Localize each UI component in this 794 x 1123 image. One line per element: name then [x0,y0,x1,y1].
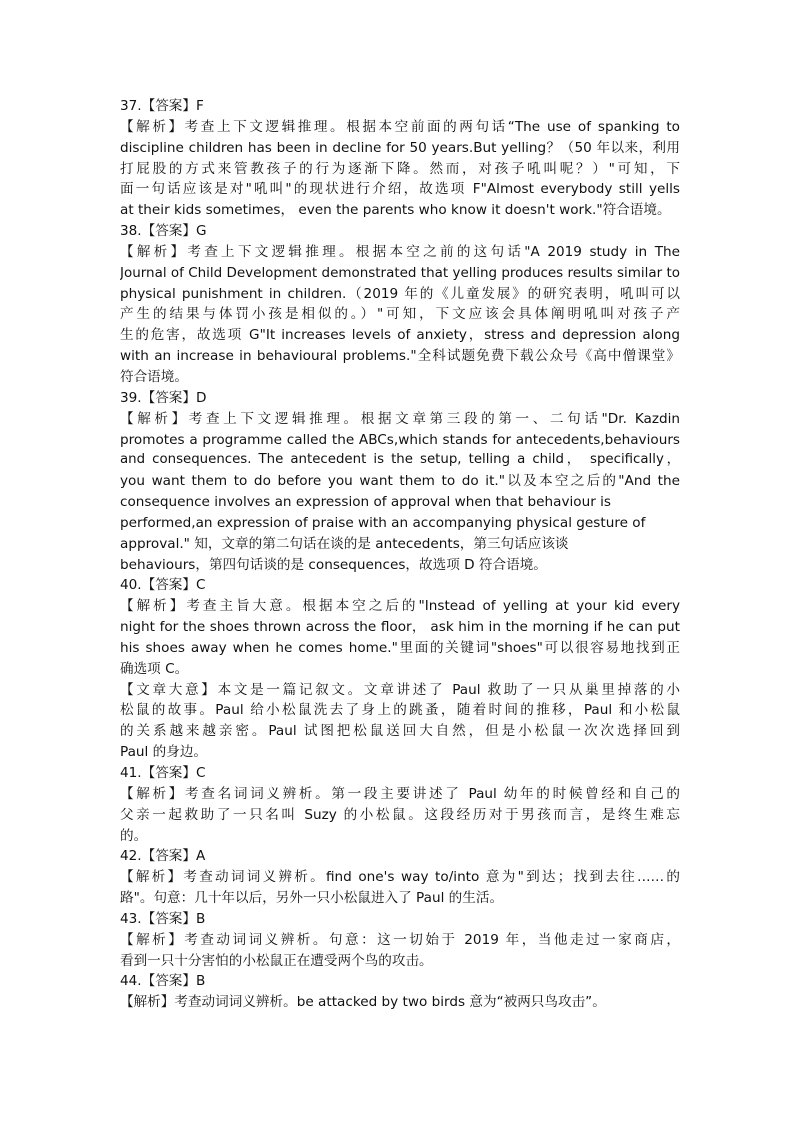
text-line: consequence involves an expression of approval when that behaviour is [120,494,612,511]
text-line: 【解析】考查动词词义辨析。be attacked by two birds 意为“被两只鸟攻击”。 [120,994,606,1011]
text-line: 【解析】考查上下文逻辑推理。根据文章第三段的第一、二句话"Dr. Kazdin [120,410,680,427]
text-line: 38.【答案】G [120,223,207,240]
text-line: 44.【答案】B [120,973,206,990]
text-line: 的。 [120,827,148,844]
text-line: 看到一只十分害怕的小松鼠正在遭受两个鸟的攻击。 [120,952,433,969]
text-line: 41.【答案】C [120,765,206,781]
answer-explanation-text [120,96,680,1013]
text-line: 【解析】考查名词词义辨析。第一段主要讲述了 Paul 幼年的时候曾经和自己的 [120,785,680,802]
text-line: his shoes away when he comes home."里面的关键词"shoes"可以很容易地找到正 [120,639,680,656]
text-line: 【解析】考查主旨大意。根据本空之后的"Instead of yelling at your kid every [120,598,680,615]
text-line: 【解析】考查动词词义辨析。句意：这一切始于 2019 年，当他走过一家商店， [120,931,680,948]
text-line: 【解析】考查上下文逻辑推理。根据本空之前的这句话"A 2019 study in The [120,243,680,260]
text-line: 39.【答案】D [120,389,207,406]
text-line: 40.【答案】C [120,577,206,594]
text-line: approval." 知，文章的第二句话在谈的是 antecedents，第三句话应该谈 [120,535,569,552]
text-line: 父亲一起救助了一只名叫 Suzy 的小松鼠。这段经历对于男孩而言，是终生难忘 [120,806,680,823]
text-line: 面一句话应该是对"吼叫"的现状进行介绍，故选项 F"Almost everybody still yells [120,181,680,198]
text-line: you want them to do before you want them to do it."以及本空之后的"And the [120,473,680,490]
document-page [120,96,680,1013]
text-line: 松鼠的故事。Paul 给小松鼠洗去了身上的跳蚤，随着时间的推移，Paul 和小松鼠 [120,702,680,719]
text-line: Journal of Child Development demonstrated that yelling produces results similar to [120,264,680,281]
text-line: night for the shoes thrown across the floor， ask him in the morning if he can put [120,619,680,636]
text-line: 路"。句意：几十年以后，另外一只小松鼠进入了 Paul 的生活。 [120,890,504,907]
text-line: discipline children has been in decline for 50 years.But yelling？（50 年以来，利用 [120,139,680,156]
text-line: Paul 的身边。 [120,744,208,761]
text-line: 43.【答案】B [120,910,206,927]
text-line: 符合语境。 [120,368,188,385]
text-line: at their kids sometimes， even the parents who know it doesn't work."符合语境。 [120,202,671,219]
text-line: 37.【答案】F [120,98,204,114]
text-line: promotes a programme called the ABCs,which stands for antecedents,behaviours [120,431,680,448]
text-line: and consequences. The antecedent is the setup, telling a child， specifically， [120,452,680,468]
text-line: behaviours，第四句话谈的是 consequences，故选项 D 符合语境。 [120,556,547,573]
text-line: 确选项 C。 [120,660,189,677]
text-line: 产生的结果与体罚小孩是相似的。）"可知，下文应该会具体阐明吼叫对孩子产 [120,306,680,323]
text-line: 打屁股的方式来管教孩子的行为逐渐下降。然而，对孩子吼叫呢？）"可知，下 [120,160,680,177]
text-line: 【文章大意】本文是一篇记叙文。文章讲述了 Paul 救助了一只从巢里掉落的小 [120,681,680,698]
text-line: 【解析】考查上下文逻辑推理。根据本空前面的两句话“The use of spanking to [120,118,680,135]
text-line: with an increase in behavioural problems."全科试题免费下载公众号《高中僧课堂》 [120,348,680,365]
text-line: 【解析】考查动词词义辨析。find one's way to/into 意为"到达；找到去往……的 [120,869,680,886]
text-line: physical punishment in children.（2019 年的《儿童发展》的研究表明，吼叫可以 [120,285,680,302]
text-line: 42.【答案】A [120,848,206,865]
text-line: performed,an expression of praise with an accompanying physical gesture of [120,514,646,531]
text-line: 的关系越来越亲密。Paul 试图把松鼠送回大自然，但是小松鼠一次次选择回到 [120,723,680,740]
text-line: 生的危害，故选项 G"It increases levels of anxiety，stress and depression along [120,327,680,344]
